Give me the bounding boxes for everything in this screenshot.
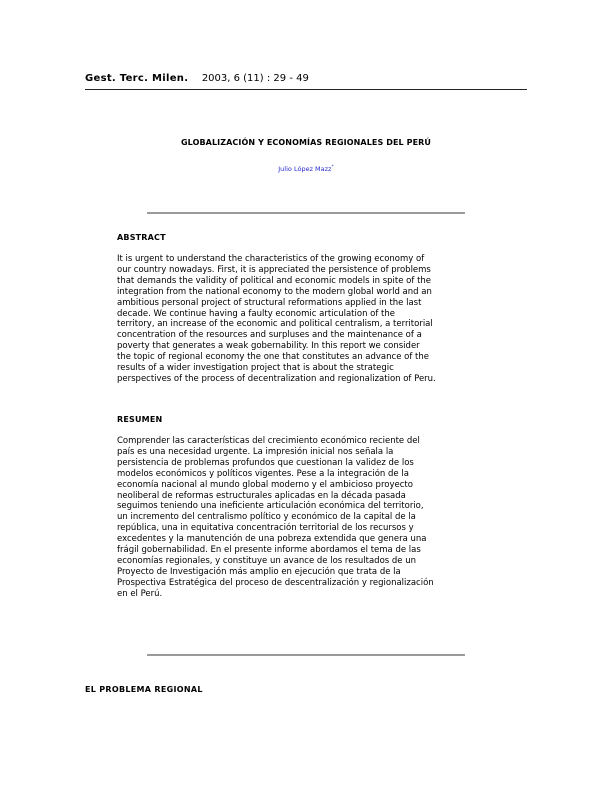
resumen-line: Comprender las características del crecimiento económico reciente del <box>117 436 420 446</box>
author-footnote-mark[interactable]: * <box>331 165 334 170</box>
journal-header <box>85 73 309 84</box>
abstract-line: ambitious personal project of structural reformations applied in the last <box>117 297 422 308</box>
abstract-line: decade. We continue having a faulty economic articulation of the <box>117 308 395 319</box>
abstract-line: poverty that generates a weak gobernability. In this report we consider <box>117 341 420 352</box>
author-name[interactable]: Julio López Mazz <box>278 165 332 174</box>
abstract-line: territory, an increase of the economic and political centralism, a territorial <box>117 319 433 330</box>
resumen-line: república, una in equitativa concentración territorial de los recursos y <box>117 523 414 534</box>
header-rule <box>85 89 527 90</box>
abstract-line: the topic of regional economy the one that constitutes an advance of the <box>117 352 429 363</box>
author-line <box>85 165 527 173</box>
resumen-line: seguimos teniendo una ineficiente articulación económica del territorio, <box>117 501 424 512</box>
abstract-line: perspectives of the process of decentralization and regionalization of Peru. <box>117 373 436 384</box>
resumen-line: economías regionales, y constituye un avance de los resultados de un <box>117 555 417 566</box>
resumen-line: excedentes y la manutención de una pobreza extendida que genera una <box>117 534 427 545</box>
resumen-line: un incremento del centralismo político y económico de la capital de la <box>117 512 416 523</box>
abstract-line: that demands the validity of political and economic models in spite of the <box>117 275 432 286</box>
resumen-line: país es una necesidad urgente. La impresión inicial nos señala la <box>117 446 394 457</box>
divider-rule-upper <box>147 212 465 214</box>
abstract-line: integration from the national economy to the modern global world and an <box>117 286 432 297</box>
resumen-line: Prospectiva Estratégica del proceso de descentralización y regionalización <box>117 577 434 588</box>
journal-citation: 2003, 6 (11) : 29 - 49 <box>201 73 309 84</box>
resumen-line: economía nacional al mundo global moderno y el ambicioso proyecto <box>117 479 413 490</box>
resumen-line: modelos económicos y políticos vigentes. Pese a la integración de la <box>117 468 409 479</box>
resumen-line: Proyecto de Investigación más amplio en ejecución que trata de la <box>117 566 401 577</box>
divider-rule-lower <box>147 654 465 656</box>
abstract-line: our country nowadays. First, it is appreciated the persistence of problems <box>117 264 431 275</box>
resumen-body <box>117 436 495 600</box>
abstract-line: results of a wider investigation project that is about the strategic <box>117 363 394 374</box>
journal-name: Gest. Terc. Milen. <box>85 73 189 84</box>
resumen-line: neoliberal de reformas estructurales aplicadas en la década pasada <box>117 490 406 501</box>
resumen-line: persistencia de problemas profundos que cuestionan la validez de los <box>117 457 414 468</box>
abstract-heading: ABSTRACT <box>117 233 166 242</box>
resumen-heading: RESUMEN <box>117 415 163 424</box>
resumen-line: en el Perú. <box>117 588 163 599</box>
abstract-line: It is urgent to understand the characteristics of the growing economy of <box>117 254 425 264</box>
abstract-line: concentration of the resources and surpluses and the maintenance of a <box>117 330 422 341</box>
paper-title: GLOBALIZACIÓN Y ECONOMÍAS REGIONALES DEL PERÚ <box>181 138 431 147</box>
abstract-body <box>117 254 495 385</box>
section-heading-problema-regional: EL PROBLEMA REGIONAL <box>85 685 203 694</box>
resumen-line: frágil gobernabilidad. En el presente informe abordamos el tema de las <box>117 545 421 556</box>
